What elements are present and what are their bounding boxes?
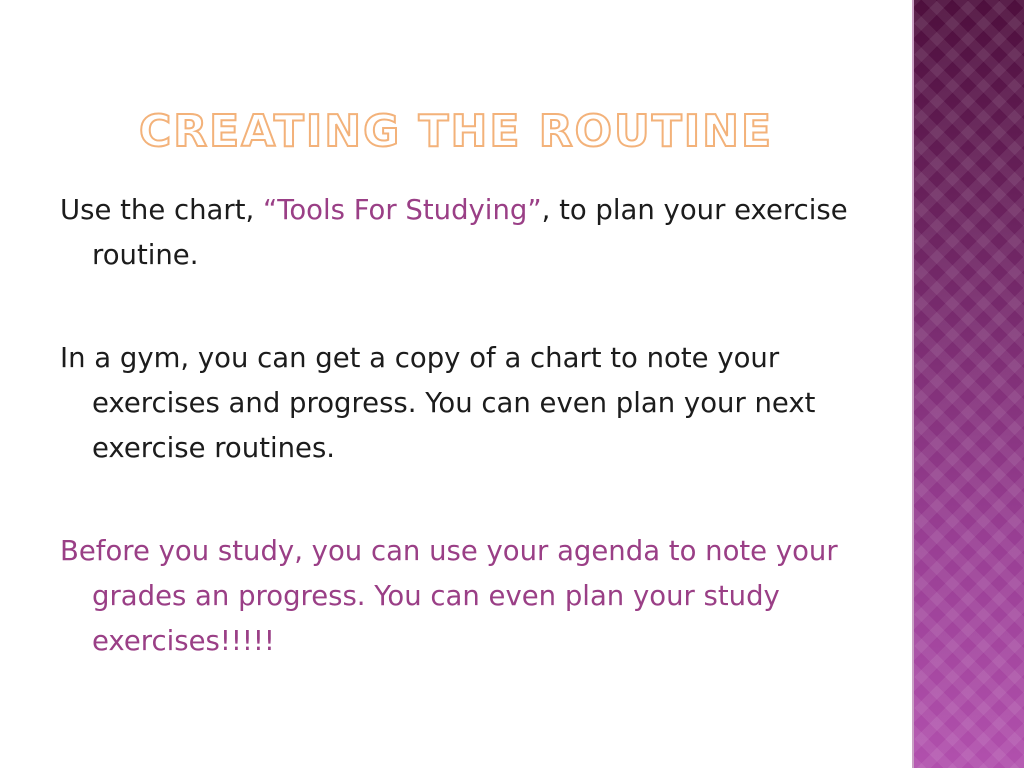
chart-name-highlight: “Tools For Studying”: [262, 194, 542, 226]
paragraph-text: , to plan your exercise routine.: [92, 194, 848, 271]
slide-title: CREATING THE ROUTINE: [139, 106, 773, 157]
side-band-edge: [912, 0, 914, 768]
paragraph-chart-instruction: [60, 188, 880, 278]
paragraph-gym-chart: In a gym, you can get a copy of a chart to note your exercises and progress. You can even plan your next exercise routines.: [60, 342, 816, 464]
slide-body: [60, 188, 880, 664]
decorative-side-band: [912, 0, 1024, 768]
paragraph-study-agenda: Before you study, you can use your agenda to note your grades an progress. You can even plan your study exercises!!!!!: [60, 535, 838, 657]
paragraph-text: Use the chart,: [60, 194, 263, 226]
